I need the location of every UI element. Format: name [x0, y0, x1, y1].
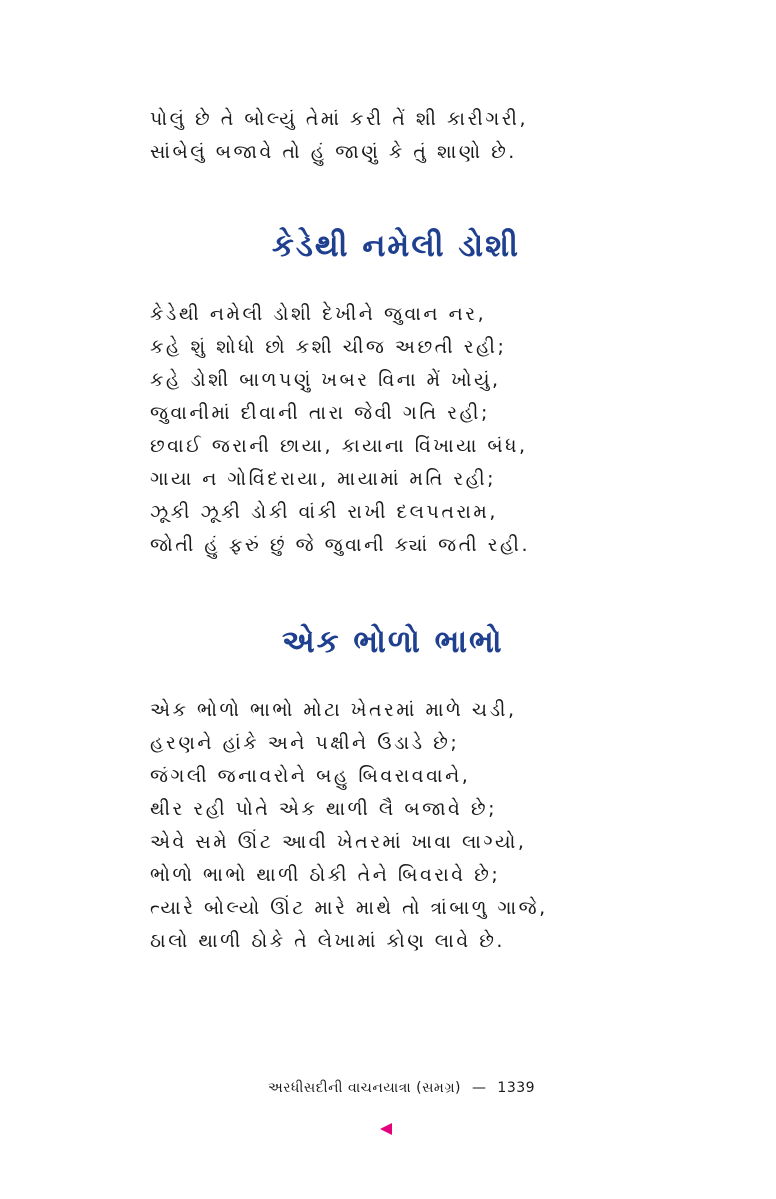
poem-line: ત્યારે બોલ્યો ઊંટ મારે માથે તો ત્રાંબાળુ ગાજે, — [150, 897, 548, 919]
poem-body — [150, 694, 670, 958]
previous-page-arrow-icon[interactable] — [380, 1123, 392, 1135]
poem-line: જુવાનીમાં દીવાની તારા જેવી ગતિ રહી; — [150, 402, 490, 424]
poem-line: જંગલી જનાવરોને બહુ બિવરાવવાને, — [150, 765, 471, 787]
poem-line: કહે શું શોધો છો કશી ચીજ અછતી રહી; — [150, 336, 507, 358]
poem-title: એક ભોળો ભાભો — [282, 624, 504, 660]
poem-line: ભોળો ભાભો થાળી ઠોકી તેને બિવરાવે છે; — [150, 864, 501, 886]
page-footer — [268, 1080, 535, 1096]
poem-line: થીર રહી પોતે એક થાળી લૈ બજાવે છે; — [150, 798, 498, 820]
poem-line: ઝૂકી ઝૂકી ડોકી વાંકી રાખી દલપતરામ, — [150, 501, 498, 523]
footer-separator: — — [471, 1080, 487, 1096]
poem-title: કેડેથી નમેલી ડોશી — [272, 228, 520, 264]
page-number: 1339 — [497, 1080, 536, 1096]
poem-line: જોતી હું ફરું છું જે જુવાની ક્યાં જતી રહી. — [150, 534, 531, 556]
poem-body — [150, 298, 670, 562]
book-title: અરધીસદીની વાચનયાત્રા (સમગ્ર) — [268, 1080, 462, 1096]
poem-line: એવે સમે ઊંટ આવી ખેતરમાં ખાવા લાગ્યો, — [150, 831, 527, 853]
poem-line: ઠાલો થાળી ઠોકે તે લેખામાં કોણ લાવે છે. — [150, 930, 505, 952]
poem-fragment-top — [150, 103, 670, 169]
poem-line: ગાયા ન ગોવિંદરાયા, માયામાં મતિ રહી; — [150, 468, 497, 490]
poem-line: છવાઈ જરાની છાયા, કાયાના વિંખાયા બંધ, — [150, 435, 528, 457]
poem-line: કેડેથી નમેલી ડોશી દેખીને જુવાન નર, — [150, 303, 487, 325]
poem-line: હરણને હાંકે અને પક્ષીને ઉડાડે છે; — [150, 732, 460, 754]
poem-line: પોલું છે તે બોલ્યું તેમાં કરી તેં શી કારીગરી, — [150, 108, 529, 130]
poem-line: કહે ડોશી બાળપણું ખબર વિના મેં ખોયું, — [150, 369, 501, 391]
poem-line: એક ભોળો ભાભો મોટા ખેતરમાં માળે ચડી, — [150, 699, 517, 721]
poem-line: સાંબેલું બજાવે તો હું જાણું કે તું શાણો છે. — [150, 141, 517, 163]
